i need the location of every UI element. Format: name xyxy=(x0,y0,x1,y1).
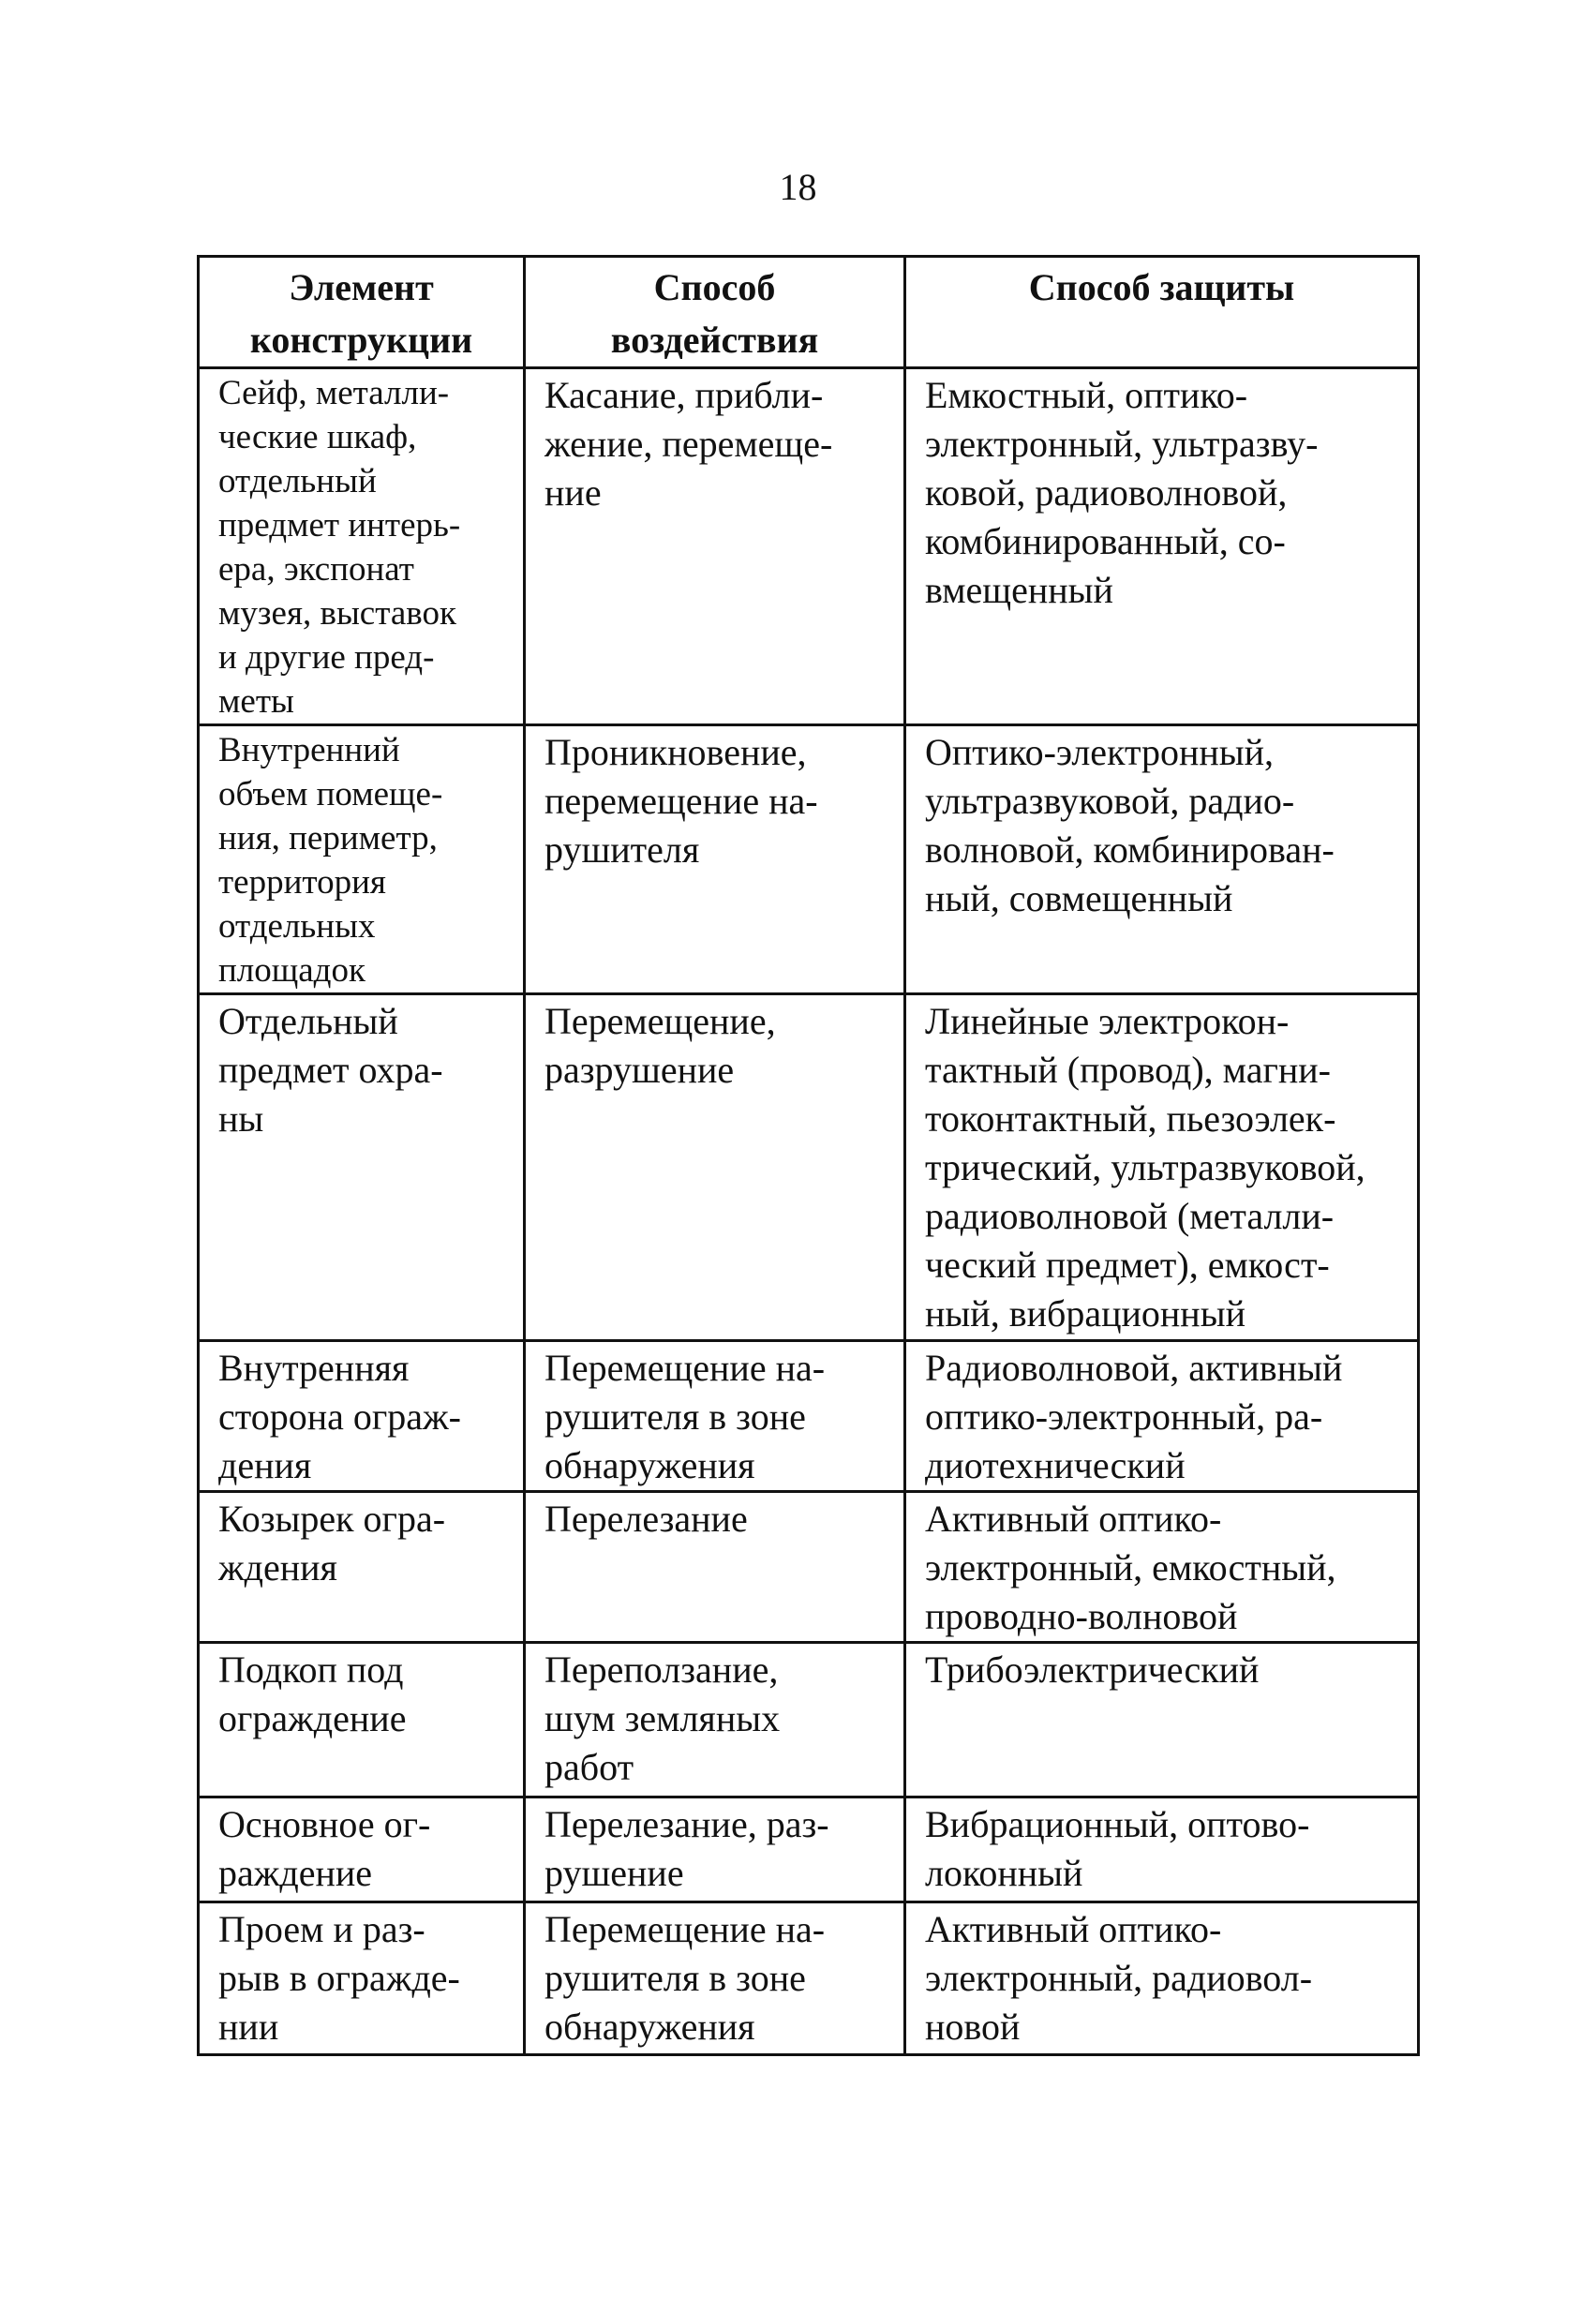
cell-impact: Проникновение, перемещение на- рушителя xyxy=(525,725,905,994)
cell-impact: Перелезание, раз- рушение xyxy=(525,1797,905,1902)
table-row xyxy=(199,1902,1419,2055)
table-row xyxy=(199,1797,1419,1902)
cell-element: Внутренний объем помеще- ния, периметр, территория отдельных площадок xyxy=(199,725,525,994)
table-row xyxy=(199,994,1419,1341)
cell-element: Козырек огра- ждения xyxy=(199,1492,525,1643)
cell-element: Отдельный предмет охра- ны xyxy=(199,994,525,1341)
cell-protection: Емкостный, оптико- электронный, ультразву- ковой, радиоволновой, комбинированный, со- вмещенный xyxy=(905,368,1419,725)
table-header xyxy=(199,257,1419,368)
cell-element: Сейф, металли- ческие шкаф, отдельный предмет интерь- ера, экспонат музея, выставок и другие пред- меты xyxy=(199,368,525,725)
cell-protection: Радиоволновой, активный оптико-электронный, ра- диотехнический xyxy=(905,1341,1419,1492)
cell-impact: Перелезание xyxy=(525,1492,905,1643)
cell-element: Основное ог- раждение xyxy=(199,1797,525,1902)
cell-protection: Активный оптико- электронный, радиовол- новой xyxy=(905,1902,1419,2055)
cell-impact: Перемещение, разрушение xyxy=(525,994,905,1341)
cell-element: Подкоп под ограждение xyxy=(199,1643,525,1797)
header-protection: Способ защиты xyxy=(905,257,1419,368)
cell-impact: Касание, прибли- жение, перемеще- ние xyxy=(525,368,905,725)
header-row xyxy=(199,257,1419,368)
table-row xyxy=(199,368,1419,725)
cell-protection: Вибрационный, оптово- локонный xyxy=(905,1797,1419,1902)
header-element: Элемент конструкции xyxy=(199,257,525,368)
cell-impact: Перемещение на- рушителя в зоне обнаружения xyxy=(525,1341,905,1492)
cell-element: Внутренняя сторона ограж- дения xyxy=(199,1341,525,1492)
table-row xyxy=(199,1341,1419,1492)
cell-protection: Линейные электрокон- тактный (провод), магни- токонтактный, пьезоэлек- трический, ультразвуковой, радиоволновой (металли- ческий предмет), емкост- ный, вибрационный xyxy=(905,994,1419,1341)
cell-protection: Трибоэлектрический xyxy=(905,1643,1419,1797)
cell-protection: Оптико-электронный, ультразвуковой, радио- волновой, комбинирован- ный, совмещенный xyxy=(905,725,1419,994)
cell-impact: Перемещение на- рушителя в зоне обнаружения xyxy=(525,1902,905,2055)
header-impact: Способ воздействия xyxy=(525,257,905,368)
protection-methods-table xyxy=(197,255,1420,2056)
table-row xyxy=(199,1643,1419,1797)
page-number: 18 xyxy=(779,166,817,208)
cell-impact: Переползание, шум земляных работ xyxy=(525,1643,905,1797)
table-row xyxy=(199,725,1419,994)
cell-protection: Активный оптико- электронный, емкостный, проводно-волновой xyxy=(905,1492,1419,1643)
table-row xyxy=(199,1492,1419,1643)
cell-element: Проем и раз- рыв в огражде- нии xyxy=(199,1902,525,2055)
table-body xyxy=(199,368,1419,2055)
